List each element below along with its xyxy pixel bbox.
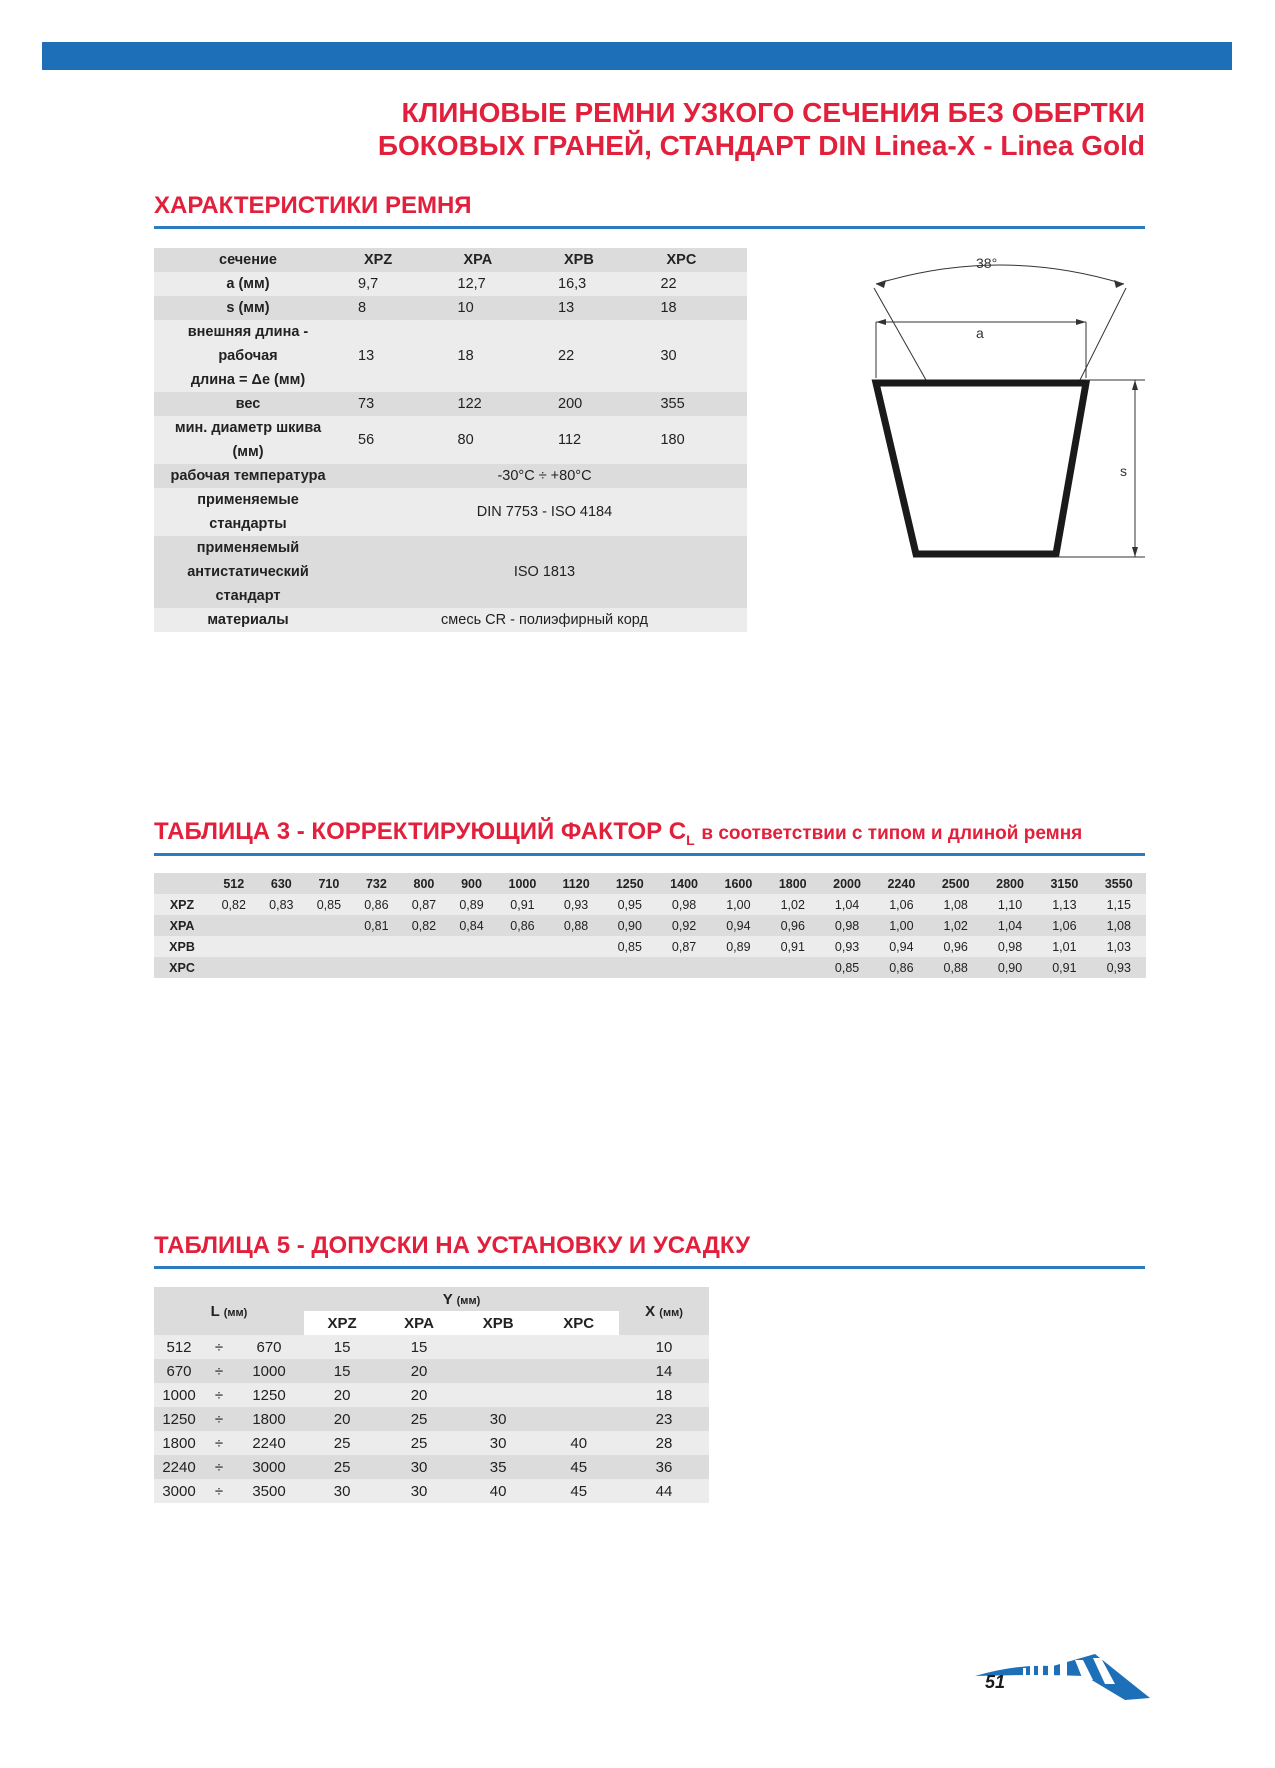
table-cell xyxy=(448,957,496,978)
table-cell: 25 xyxy=(410,1434,428,1452)
table-cell: 36 xyxy=(655,1458,673,1476)
table-cell xyxy=(538,1335,619,1359)
row-label xyxy=(154,536,342,608)
table-cell: 1,04 xyxy=(997,918,1023,933)
cf-heading-rule xyxy=(154,853,1145,856)
table-cell: 0,93 xyxy=(1106,960,1131,975)
table-cell: 25 xyxy=(333,1434,351,1452)
table-cell: 16,3 xyxy=(558,276,587,292)
table-cell: 1,03 xyxy=(1106,939,1131,954)
table-cell: 18 xyxy=(457,348,474,364)
table-cell: 0,85 xyxy=(834,960,860,975)
row-label: XPC xyxy=(169,960,195,975)
table-cell: 30 xyxy=(660,348,677,364)
header-cell: 1600 xyxy=(724,876,753,891)
table-cell xyxy=(458,1359,539,1383)
table-cell: 0,96 xyxy=(943,939,968,954)
table-cell: 0,84 xyxy=(459,918,484,933)
table-cell: 30 xyxy=(410,1482,428,1500)
table-cell: 9,7 xyxy=(358,276,379,292)
table-cell: 0,86 xyxy=(364,897,389,912)
header-cell xyxy=(619,1287,709,1335)
belt-characteristics-table xyxy=(154,248,747,632)
table-row xyxy=(154,1479,709,1503)
page-title-line-1: КЛИНОВЫЕ РЕМНИ УЗКОГО СЕЧЕНИЯ БЕЗ ОБЕРТКИ xyxy=(401,97,1145,128)
table-cell xyxy=(353,936,401,957)
table-row xyxy=(154,957,1146,978)
arrow-head xyxy=(1076,319,1086,325)
table-cell: 0,96 xyxy=(780,918,805,933)
header-cell: 3550 xyxy=(1104,876,1133,891)
header-cell: XPA xyxy=(380,1311,458,1335)
table-cell: 355 xyxy=(660,396,685,412)
row-label-line: стандарт xyxy=(215,588,281,604)
table-cell xyxy=(550,957,603,978)
page-title xyxy=(378,96,1145,162)
table-row xyxy=(154,1455,709,1479)
belt-profile xyxy=(876,383,1086,554)
table-cell: 0,98 xyxy=(671,897,697,912)
header-cell: 1000 xyxy=(508,876,537,891)
header-cell: XPC xyxy=(666,252,697,268)
dim-s-label: s xyxy=(1120,463,1127,479)
table-cell: DIN 7753 - ISO 4184 xyxy=(476,504,613,520)
header-cell: 2240 xyxy=(887,876,916,891)
header-unit: (мм) xyxy=(223,1306,248,1319)
table-cell: 15 xyxy=(410,1338,428,1356)
header-cell: XPZ xyxy=(304,1311,380,1335)
angle-label: 38° xyxy=(976,255,998,271)
table-cell: 0,89 xyxy=(726,939,751,954)
header-cell: XPA xyxy=(463,252,493,268)
table-cell: 10 xyxy=(457,300,474,316)
table-cell: 0,90 xyxy=(617,918,642,933)
spec-heading: ХАРАКТЕРИСТИКИ РЕМНЯ xyxy=(154,192,472,219)
table-cell: 0,98 xyxy=(997,939,1023,954)
table-row xyxy=(154,894,1146,915)
table-cell: 13 xyxy=(358,348,375,364)
angle-leg-right xyxy=(1080,288,1126,380)
table-cell xyxy=(495,957,549,978)
table-cell: 18 xyxy=(655,1386,673,1404)
table-cell: 25 xyxy=(410,1410,428,1428)
table-row xyxy=(154,1335,709,1359)
cf-heading xyxy=(154,818,1082,848)
table-cell: ÷ xyxy=(214,1386,224,1404)
table-cell: 1,00 xyxy=(889,918,914,933)
table-cell: 180 xyxy=(660,432,685,448)
row-label-line: длина = Δe (мм) xyxy=(190,372,306,388)
table-cell xyxy=(448,936,496,957)
row-label-line: антистатический xyxy=(187,564,309,580)
table-cell: 18 xyxy=(660,300,677,316)
row-label-line: применяемые xyxy=(197,492,299,508)
row-label-line: рабочая xyxy=(218,348,278,364)
dim-a-label: a xyxy=(976,325,984,341)
table-cell: 0,88 xyxy=(943,960,968,975)
table-cell: 0,87 xyxy=(411,897,437,912)
header-unit: (мм) xyxy=(659,1306,683,1319)
table-cell: 44 xyxy=(655,1482,673,1500)
table-cell: 20 xyxy=(333,1410,351,1428)
table-cell: 14 xyxy=(655,1362,673,1380)
table-cell xyxy=(550,936,603,957)
header-cell: 2800 xyxy=(996,876,1024,891)
table-row xyxy=(154,392,747,416)
table-cell: 45 xyxy=(570,1458,588,1476)
table-cell xyxy=(258,915,306,936)
top-color-bar xyxy=(42,42,1232,70)
table-cell: 10 xyxy=(655,1338,673,1356)
table-cell: 30 xyxy=(333,1482,351,1500)
table-cell: 30 xyxy=(489,1434,507,1452)
table-cell: 1,10 xyxy=(997,897,1023,912)
row-label-line: мин. диаметр шкива xyxy=(174,420,322,436)
table-cell xyxy=(258,957,306,978)
table-cell: 30 xyxy=(410,1458,428,1476)
header-cell: 1800 xyxy=(778,876,807,891)
table-cell: 0,87 xyxy=(671,939,697,954)
table-row xyxy=(154,1431,709,1455)
header-cell: XPB xyxy=(458,1311,539,1335)
table-row xyxy=(154,936,1146,957)
table-cell xyxy=(305,915,353,936)
table-cell: 22 xyxy=(558,348,575,364)
header-cell xyxy=(154,873,210,894)
arrow-head xyxy=(1114,280,1124,288)
table-row xyxy=(154,873,1146,894)
table-row xyxy=(154,248,747,272)
table-cell: 20 xyxy=(333,1386,351,1404)
table-cell xyxy=(210,957,258,978)
table-cell: 15 xyxy=(333,1362,351,1380)
row-label-line: (мм) xyxy=(232,444,264,460)
table-row xyxy=(154,320,747,392)
row-label: s (мм) xyxy=(226,300,270,316)
arrow-head xyxy=(876,280,886,288)
table-cell: 12,7 xyxy=(457,276,486,292)
table-cell: 1,06 xyxy=(1052,918,1077,933)
table-cell xyxy=(305,957,353,978)
row-label xyxy=(154,488,342,536)
table-cell xyxy=(210,936,258,957)
table-row xyxy=(154,915,1146,936)
table-cell: 0,92 xyxy=(671,918,697,933)
table-cell: 56 xyxy=(358,432,375,448)
page-number: 51 xyxy=(985,1672,1006,1692)
table-cell: 200 xyxy=(558,396,583,412)
row-label: XPB xyxy=(169,939,195,954)
table-cell: 112 xyxy=(558,432,582,448)
table-cell: 73 xyxy=(358,396,375,412)
header-cell: 630 xyxy=(270,876,292,891)
header-cell: 800 xyxy=(413,876,435,891)
header-cell: XPC xyxy=(538,1311,619,1335)
header-cell: 1250 xyxy=(615,876,644,891)
table-cell: 0,93 xyxy=(563,897,589,912)
row-label: XPZ xyxy=(169,897,195,912)
tol-heading: ТАБЛИЦА 5 - ДОПУСКИ НА УСТАНОВКУ И УСАДКУ xyxy=(154,1232,751,1259)
table-cell: 3000 xyxy=(162,1482,196,1500)
table-cell xyxy=(210,915,258,936)
row-label-line: применяемый xyxy=(196,540,300,556)
arrow-head xyxy=(876,319,886,325)
table-cell: ÷ xyxy=(214,1458,224,1476)
table-cell: 670 xyxy=(166,1362,192,1380)
table-cell: 1,01 xyxy=(1052,939,1077,954)
header-cell: 1120 xyxy=(562,876,590,891)
table-cell: 13 xyxy=(558,300,575,316)
arrow-head xyxy=(1132,547,1138,557)
table-cell: 40 xyxy=(570,1434,588,1452)
header-cell: 3150 xyxy=(1050,876,1079,891)
table-cell: 0,85 xyxy=(617,939,642,954)
table-cell: 0,82 xyxy=(411,918,437,933)
table-cell: 1,06 xyxy=(889,897,914,912)
table-cell: 0,91 xyxy=(780,939,805,954)
table-cell: 3000 xyxy=(252,1458,286,1476)
table-cell: 1,08 xyxy=(943,897,968,912)
row-label: XPA xyxy=(169,918,195,933)
table-cell: 0,85 xyxy=(316,897,342,912)
belt-cross-section-diagram xyxy=(820,250,1150,570)
table-cell: 1000 xyxy=(252,1362,286,1380)
table-cell: 8 xyxy=(358,300,367,316)
header-cell: XPZ xyxy=(364,252,393,268)
header-cell xyxy=(154,1287,304,1335)
table-cell: 1800 xyxy=(162,1434,196,1452)
table-cell: 22 xyxy=(660,276,677,292)
row-label xyxy=(154,320,342,392)
table-cell xyxy=(305,936,353,957)
table-cell xyxy=(766,957,820,978)
header-unit: (мм) xyxy=(456,1294,481,1307)
row-label: вес xyxy=(235,396,261,412)
table-cell: 0,93 xyxy=(834,939,860,954)
table-cell: 0,91 xyxy=(510,897,535,912)
table-cell xyxy=(538,1383,619,1407)
table-cell: 1,02 xyxy=(780,897,805,912)
table-cell: 0,95 xyxy=(617,897,642,912)
row-label xyxy=(154,416,342,464)
header-cell: 732 xyxy=(365,876,387,891)
table-cell: 670 xyxy=(256,1338,282,1356)
spec-heading-rule xyxy=(154,226,1145,229)
table-row xyxy=(154,272,747,296)
table-cell: 15 xyxy=(333,1338,351,1356)
table-cell: ÷ xyxy=(214,1362,224,1380)
table-cell: 1,13 xyxy=(1052,897,1077,912)
table-row xyxy=(154,536,747,608)
table-cell: 0,83 xyxy=(269,897,294,912)
table-cell xyxy=(538,1407,619,1431)
table-row xyxy=(154,464,747,488)
table-cell: 1,02 xyxy=(943,918,968,933)
angle-leg-left xyxy=(874,288,926,380)
angle-arc xyxy=(876,265,1124,284)
table-cell: 0,91 xyxy=(1052,960,1077,975)
table-cell xyxy=(711,957,765,978)
tolerance-table xyxy=(154,1287,709,1503)
table-cell: 3500 xyxy=(252,1482,286,1500)
header-cell: 900 xyxy=(461,876,482,891)
table-row xyxy=(154,1407,709,1431)
table-row xyxy=(154,1359,709,1383)
table-cell: 23 xyxy=(655,1410,673,1428)
row-label: материалы xyxy=(207,612,289,628)
table-cell: 0,81 xyxy=(364,918,389,933)
table-cell xyxy=(603,957,657,978)
table-cell xyxy=(353,957,401,978)
table-row xyxy=(154,488,747,536)
table-row xyxy=(154,1383,709,1407)
table-cell: 0,89 xyxy=(459,897,484,912)
table-cell: 0,88 xyxy=(563,918,589,933)
table-cell xyxy=(400,957,448,978)
table-cell: 30 xyxy=(489,1410,507,1428)
table-cell xyxy=(400,936,448,957)
table-cell: 0,90 xyxy=(997,960,1023,975)
table-cell: смесь CR - полиэфирный корд xyxy=(441,612,648,628)
table-cell: 0,82 xyxy=(221,897,246,912)
table-cell xyxy=(538,1359,619,1383)
cf-heading-tail: в соответствии с типом и длиной ремня xyxy=(701,823,1083,844)
header-cell: 2500 xyxy=(941,876,970,891)
cf-heading-subscript: L xyxy=(686,831,695,848)
table-cell: 25 xyxy=(333,1458,351,1476)
table-cell: 1,04 xyxy=(834,897,860,912)
table-cell: 1800 xyxy=(252,1410,286,1428)
table-cell xyxy=(458,1383,539,1407)
arrow-head xyxy=(1132,380,1138,390)
row-label: a (мм) xyxy=(226,276,270,292)
table-cell: 1,00 xyxy=(726,897,751,912)
header-label: L xyxy=(210,1302,220,1320)
table-cell: 20 xyxy=(410,1362,428,1380)
table-cell: 1250 xyxy=(162,1410,196,1428)
header-cell: 710 xyxy=(318,876,340,891)
table-cell: 40 xyxy=(489,1482,507,1500)
tol-heading-rule xyxy=(154,1266,1145,1269)
table-cell: 0,94 xyxy=(889,939,914,954)
table-cell xyxy=(258,936,306,957)
row-label-line: внешняя длина - xyxy=(187,324,309,340)
correction-factor-table xyxy=(154,873,1146,978)
table-cell: 35 xyxy=(489,1458,507,1476)
table-cell: ISO 1813 xyxy=(513,564,576,580)
table-cell: 28 xyxy=(655,1434,673,1452)
header-cell: 1400 xyxy=(670,876,698,891)
header-cell: XPB xyxy=(564,252,594,268)
header-cell xyxy=(304,1287,619,1311)
table-cell: -30°C ÷ +80°C xyxy=(497,468,592,484)
table-cell: ÷ xyxy=(214,1482,224,1500)
table-cell: 0,86 xyxy=(510,918,535,933)
cf-heading-main: ТАБЛИЦА 3 - КОРРЕКТИРУЮЩИЙ ФАКТОР C xyxy=(154,818,687,845)
table-cell xyxy=(495,936,549,957)
table-cell: 0,98 xyxy=(834,918,860,933)
table-cell xyxy=(458,1335,539,1359)
table-cell: 1,08 xyxy=(1106,918,1131,933)
row-label: рабочая температура xyxy=(170,468,326,484)
table-cell: ÷ xyxy=(214,1338,224,1356)
table-cell: 0,86 xyxy=(889,960,914,975)
table-row xyxy=(154,416,747,464)
table-cell: 45 xyxy=(570,1482,588,1500)
header-cell: сечение xyxy=(219,252,277,268)
table-cell: ÷ xyxy=(214,1434,224,1452)
table-cell: 512 xyxy=(166,1338,192,1356)
header-cell: 512 xyxy=(223,876,245,891)
table-cell: 0,94 xyxy=(726,918,751,933)
row-label-line: стандарты xyxy=(209,516,287,532)
table-cell: 20 xyxy=(410,1386,428,1404)
table-cell: 1,15 xyxy=(1106,897,1131,912)
table-cell: 80 xyxy=(457,432,474,448)
page-title-line-2: БОКОВЫХ ГРАНЕЙ, СТАНДАРТ DIN Linea-X - Linea Gold xyxy=(377,130,1145,161)
table-cell: 1000 xyxy=(162,1386,196,1404)
table-cell: 2240 xyxy=(252,1434,286,1452)
header-label: Y xyxy=(442,1290,453,1308)
table-cell xyxy=(657,957,711,978)
table-row xyxy=(154,608,747,632)
table-cell: 1250 xyxy=(252,1386,286,1404)
table-cell: 122 xyxy=(457,396,482,412)
table-cell: ÷ xyxy=(214,1410,224,1428)
header-label: X xyxy=(645,1302,656,1320)
header-cell: 2000 xyxy=(833,876,861,891)
table-cell: 2240 xyxy=(162,1458,196,1476)
table-row xyxy=(154,1287,709,1311)
table-row xyxy=(154,296,747,320)
